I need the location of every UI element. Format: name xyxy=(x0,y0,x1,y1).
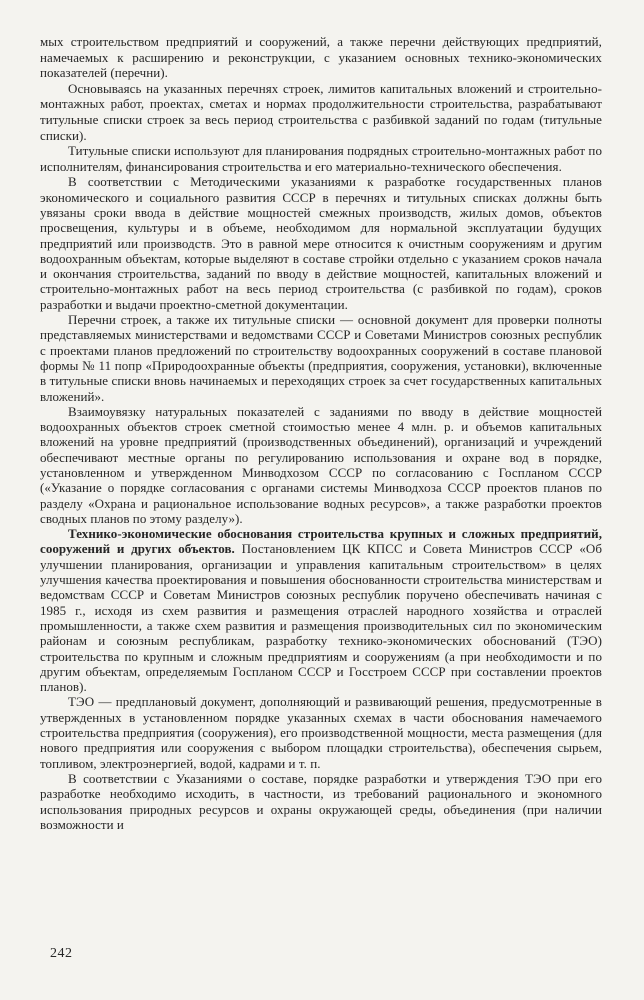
section-heading-inline: Технико-экономические обоснования строительства крупных и сложных предприятий, сооружений и других объектов. xyxy=(40,526,602,557)
paragraph-9: В соответствии с Указаниями о составе, порядке разработки и утверждения ТЭО при его разработке необходимо исходить, в частности, из требований рационального и экономного использования природных ресурсов и охраны окружающей среды, объединения (при наличии возможности и xyxy=(40,770,602,832)
paragraph-1: мых строительством предприятий и сооружений, а также перечни действующих предприятий, намечаемых к расширению и реконструкции, с указанием основных технико-экономических показателей (перечни). xyxy=(40,34,602,81)
paragraph-4: В соответствии с Методическими указаниями к разработке государственных планов экономического и социального развития СССР в перечнях и титульных списках должны быть увязаны сроки ввода в действие мощностей смежных производств, жилых домов, объектов просвещения, культуры и в объеме, необходимом для нормальной эксплуатации будущих предприятий или производств. Это в равной мере относится к очистным сооружениям и другим водоохранным объектам, которые выделяют в составе стройки отдельно с указанием сроков начала и окончания строительства, заданий по вводу в действие мощностей, капитальных вложений и строительно-монтажных работ на весь период строительства (с разбивкой по годам), сроков разработки и выдачи проектно-сметной документации. xyxy=(40,174,602,312)
paragraph-5: Перечни строек, а также их титульные списки — основной документ для проверки полноты представляемых министерствами и ведомствами СССР и Советами Министров союзных республик с проектами планов предложений по строительству водоохранных сооружений в составе плановой формы № 11 попр «Природоохранные объекты (предприятия, сооружения, установки), включенные в титульные списки вновь начинаемых и переходящих строек за счет государственных капитальных вложений». xyxy=(40,312,602,404)
paragraph-7-body: Постановлением ЦК КПСС и Совета Министров СССР «Об улучшении планирования, организации и управления капитальным строительством» в целях улучшения качества проектирования и повышения обоснованности строительства министерствам и ведомствам СССР и Советам Министров союзных республик поручено обеспечивать начиная с 1985 г., исходя из схем развития и размещения отраслей народного хозяйства и отраслей промышленности, а также схем развития и размещения производительных сил по экономическим районам и союзным республикам, разработку технико-экономических обоснований (ТЭО) строительства по крупным и сложным предприятиям и сооружениям (а при необходимости и по другим объектам, определяемым Госпланом СССР и Госстроем СССР при составлении проектов планов). xyxy=(40,541,602,695)
paragraph-8: ТЭО — предплановый документ, дополняющий и развивающий решения, предусмотренные в утвержденных в установленном порядке указанных схемах в части обоснования намечаемого строительства предприятия (сооружения), его производственной мощности, места размещения (для нового предприятия или сооружения с выбором площадки строительства), обеспечения сырьем, топливом, электроэнергией, водой, кадрами и т. п. xyxy=(40,694,602,771)
page-number: 242 xyxy=(50,946,73,961)
paragraph-2: Основываясь на указанных перечнях строек, лимитов капитальных вложений и строительно-монтажных работ, проектах, сметах и нормах продолжительности строительства, разрабатывают титульные списки строек за весь период строительства с разбивкой заданий по годам (титульные списки). xyxy=(40,80,602,143)
paragraph-3: Титульные списки используют для планирования подрядных строительно-монтажных работ по исполнителям, финансирования строительства и его материально-технического обеспечения. xyxy=(40,143,602,174)
paragraph-7 xyxy=(40,526,602,694)
paragraph-6: Взаимоувязку натуральных показателей с заданиями по вводу в действие мощностей водоохранных объектов строек сметной стоимостью менее 4 млн. р. и объемов капитальных вложений на уровне предприятий (производственных объединений), организаций и учреждений обеспечивают местные органы по регулированию использования и охране вод в порядке, установленном и утвержденном Минводхозом СССР по согласованию с Госпланом СССР («Указание о порядке согласования с органами системы Минводхоза СССР проектов планов по разделу «Охрана и рациональное использование водных ресурсов», а также разработки проектов сводных планов по этому разделу»). xyxy=(40,403,602,526)
